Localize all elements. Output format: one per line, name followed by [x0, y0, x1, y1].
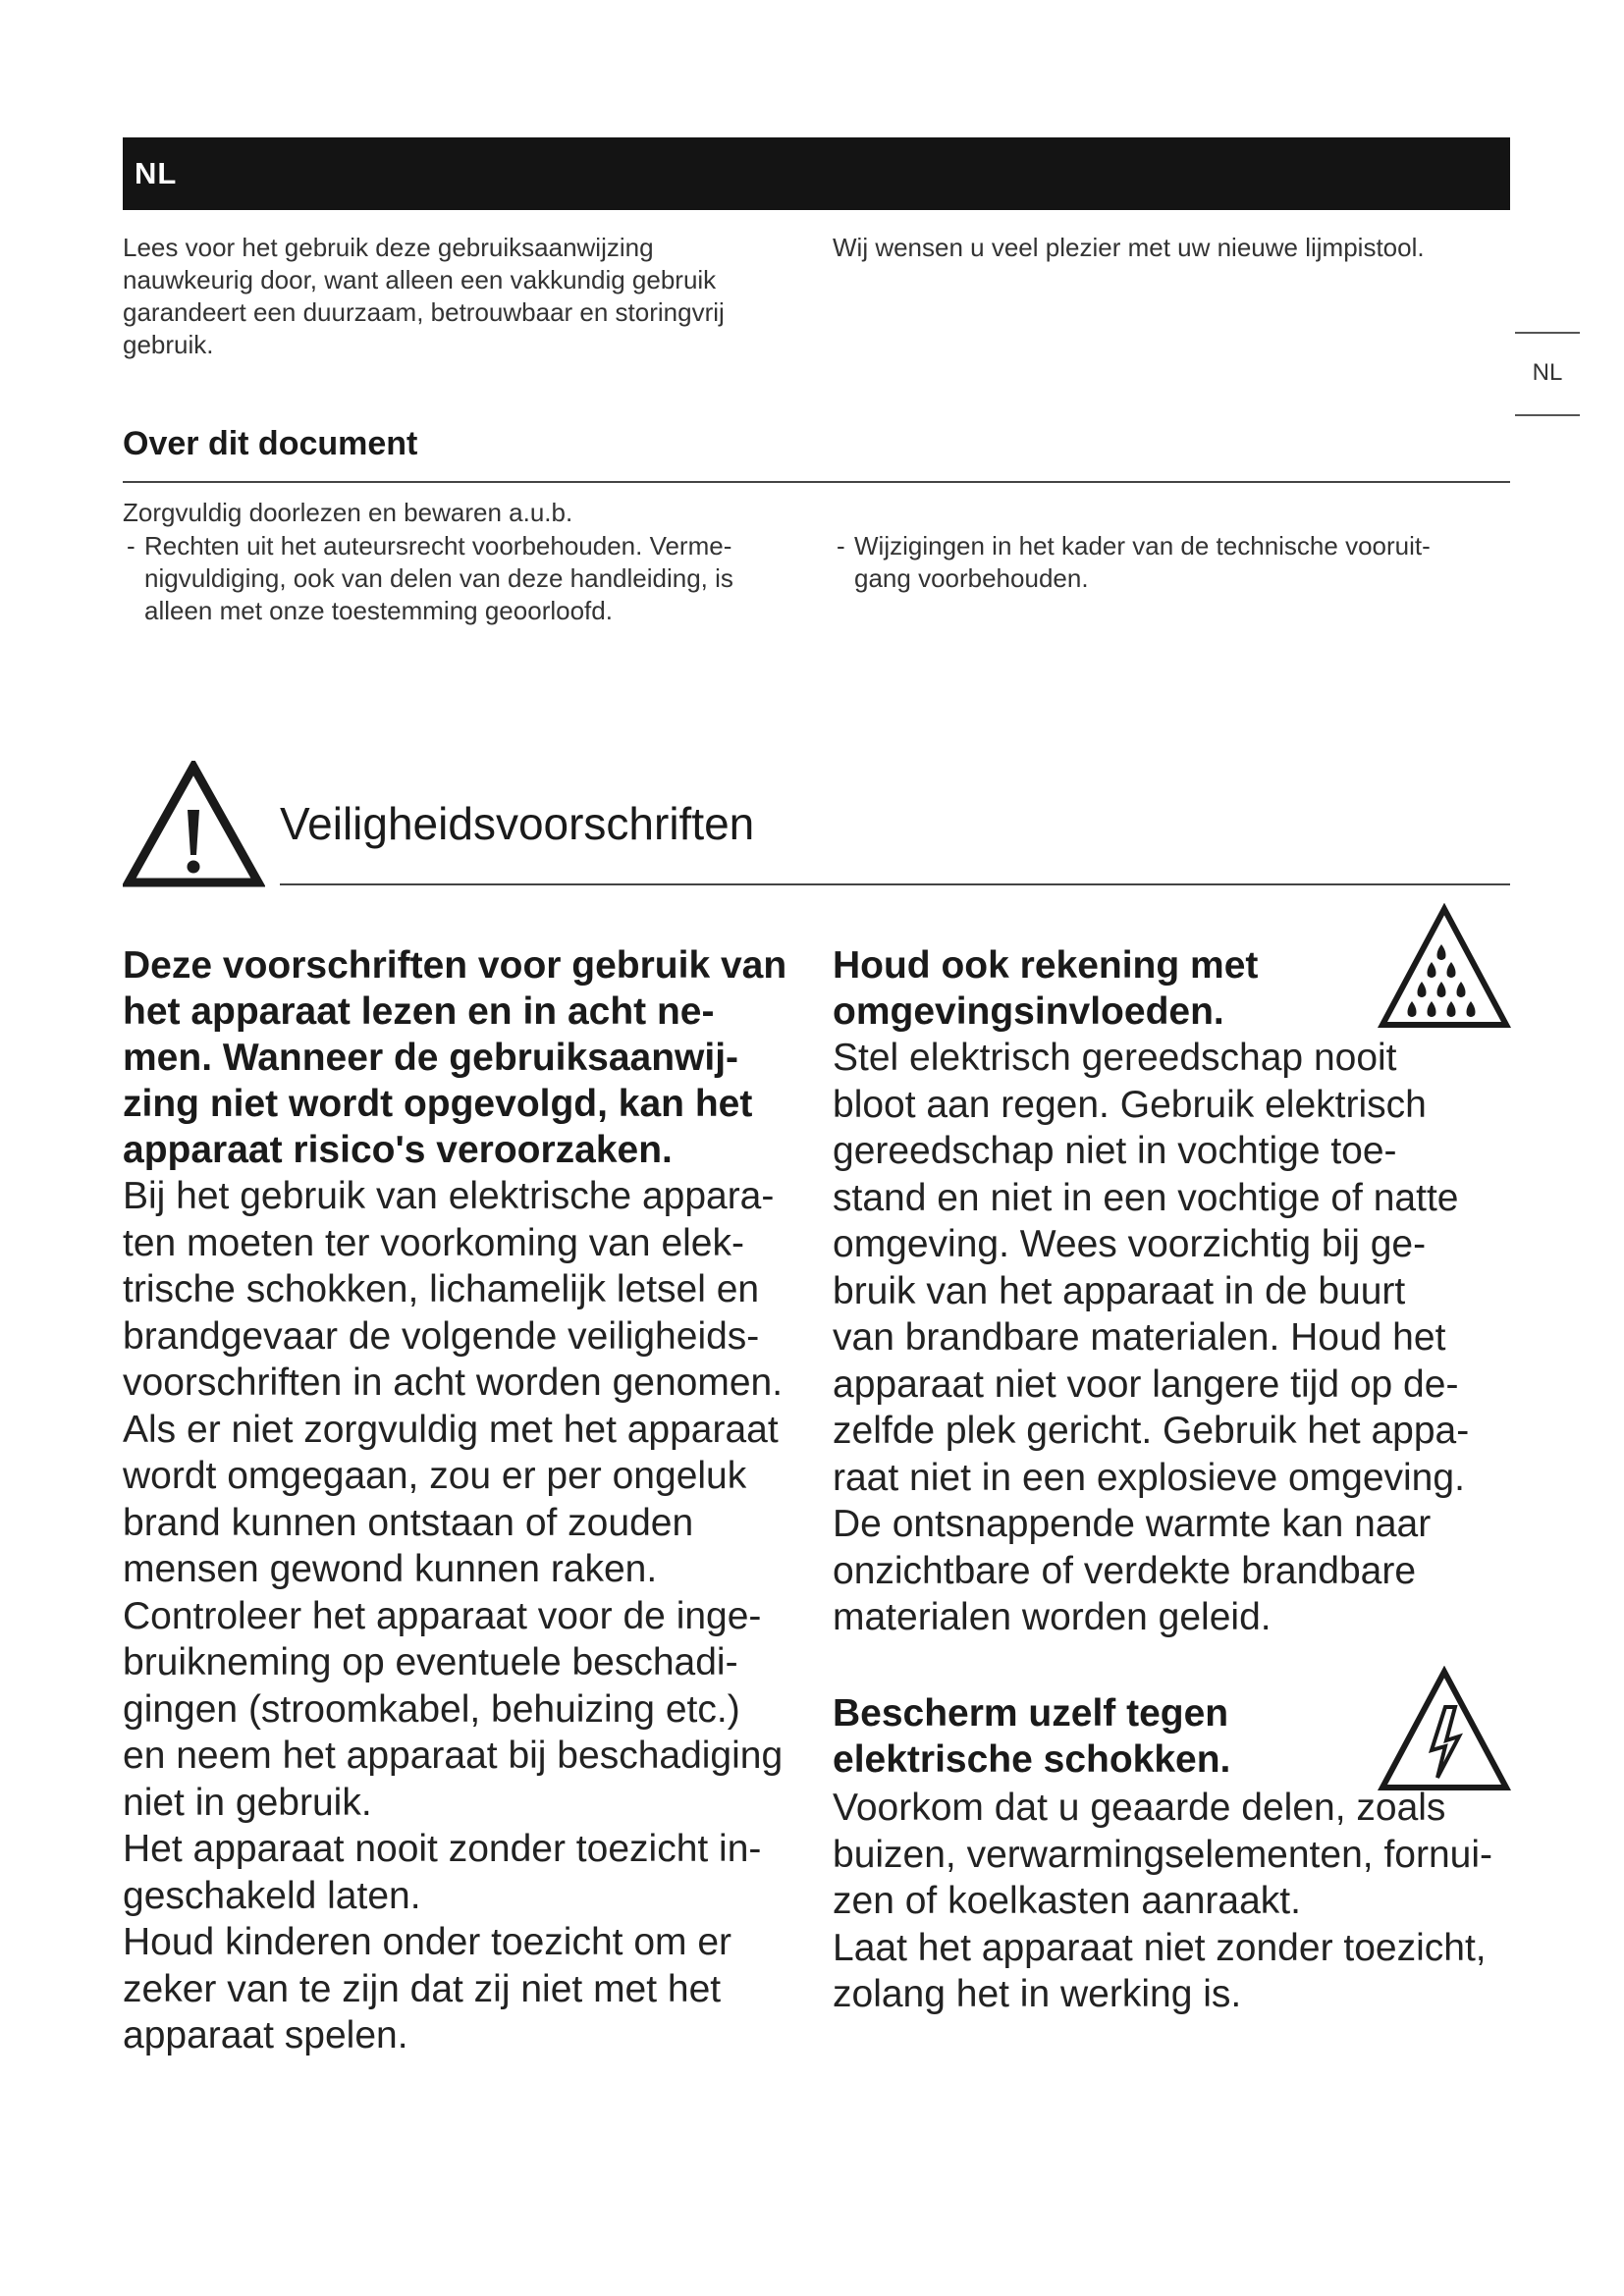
document-intro: Zorgvuldig doorlezen en bewaren a.u.b. [123, 498, 573, 527]
safety-title: Veiligheidsvoorschriften [280, 798, 755, 849]
language-header-bar [123, 137, 1510, 210]
document-heading-rule [123, 481, 1510, 483]
safety-left-column [123, 942, 810, 2059]
environment-heading: Houd ook rekening met omgevingsinvloeden. [833, 944, 1259, 1033]
side-tab-label: NL [1532, 359, 1563, 386]
environment-block [833, 942, 1520, 1641]
electric-shock-icon [1377, 1666, 1512, 1793]
copyright-bullet: - Rechten uit het auteursrecht voorbehouden. Verme- nigvuldiging, ook van delen van deze handleiding, is alleen met onze toestemming geoorloofd. [123, 530, 832, 627]
rain-warning-icon [1377, 903, 1512, 1031]
language-label: NL [135, 156, 178, 190]
safety-left-heading: Deze voorschriften voor gebruik van het apparaat lezen en in acht ne- men. Wanneer de gebruiksaanwij- zing niet wordt opgevolgd, kan het apparaat risico's veroorzaken. [123, 944, 787, 1171]
intro-text: Lees voor het gebruik deze gebruiksaanwijzing nauwkeurig door, want alleen een vakkundig gebruik garandeert een duurzaam, betrouwbaar en storingvrij gebruik. [123, 233, 725, 359]
changes-bullet: - Wijzigingen in het kader van de technische vooruit- gang voorbehouden. [833, 530, 1542, 595]
safety-left-body: Bij het gebruik van elektrische appara- ten moeten ter voorkoming van elek- trische schokken, lichamelijk letsel en brandgevaar de volgende veiligheids- voorschriften in acht worden genomen. Als er niet zorgvuldig met het apparaat wordt omgegaan, zou er per ongeluk brand kunnen ontstaan of zouden mensen gewond kunnen raken. Controleer het apparaat voor de inge- bruikneming op eventuele beschadi- gingen (stroomkabel, behuizing etc.) en neem het apparaat bij beschadiging niet in gebruik. Het apparaat nooit zonder toezicht in- geschakeld laten. Houd kinderen onder toezicht om er zeker van te zijn dat zij niet met het apparaat spelen. [123, 1175, 784, 2056]
side-language-tab [1515, 332, 1580, 416]
warning-exclamation-icon [123, 761, 265, 888]
shock-heading: Bescherm uzelf tegen elektrische schokken. [833, 1692, 1231, 1781]
document-heading: Over dit document [123, 425, 418, 462]
shock-body: Voorkom dat u geaarde delen, zoals buizen, verwarmingselementen, fornui- zen of koelkasten aanraakt. Laat het apparaat niet zonder toezicht, zolang het in werking is. [833, 1787, 1492, 2015]
environment-body: Stel elektrisch gereedschap nooit bloot aan regen. Gebruik elektrisch gereedschap niet in vochtige toe- stand en niet in een vochtige of natte omgeving. Wees voorzichtig bij ge- bruik van het apparaat in de buurt van brandbare materialen. Houd het apparaat niet voor langere tijd op de- zelfde plek gericht. Gebruik het appa- raat niet in een explosieve omgeving. De ontsnappende warmte kan naar onzichtbare of verdekte brandbare materialen worden geleid. [833, 1037, 1470, 1638]
intro-wish-text: Wij wensen u veel plezier met uw nieuwe lijmpistool. [833, 233, 1425, 262]
safety-title-rule [280, 883, 1510, 885]
